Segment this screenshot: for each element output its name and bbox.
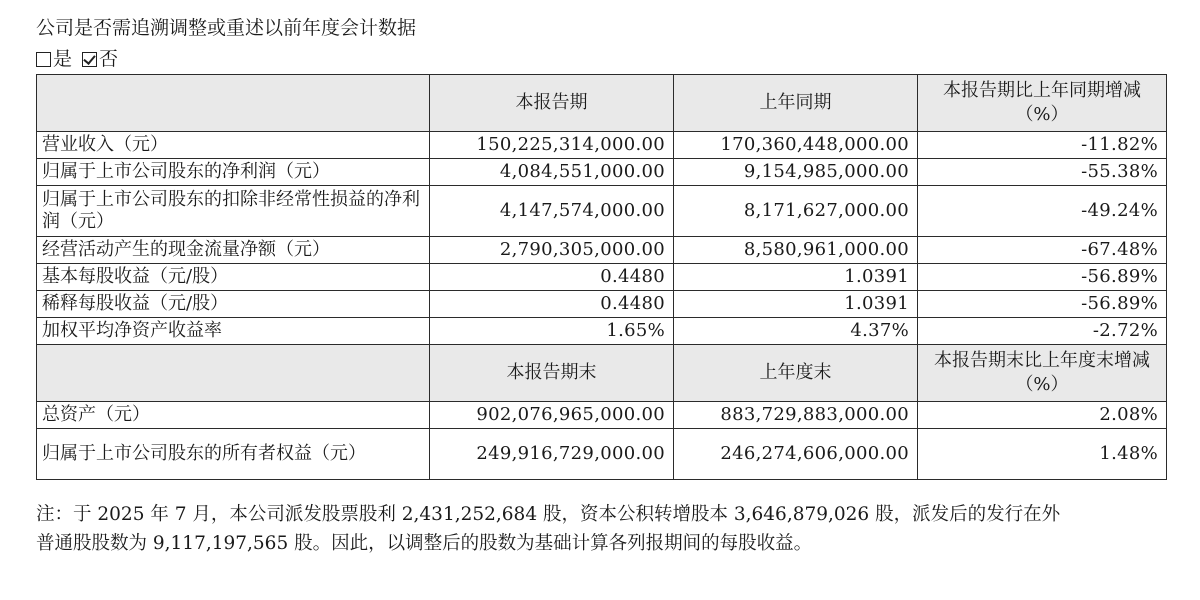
row-label: 基本每股收益（元/股）	[37, 264, 430, 291]
checkbox-unchecked-icon[interactable]	[36, 52, 51, 67]
footnote-line: 注：于 2025 年 7 月，本公司派发股票股利 2,431,252,684 股，资本公积转增股本 3,646,879,026 股，派发后的发行在外	[36, 504, 1061, 525]
prior-value: 8,580,961,000.00	[674, 237, 918, 264]
header-blank-cell	[37, 75, 430, 132]
table-row	[37, 264, 1167, 291]
footnote-line: 普通股股数为 9,117,197,565 股。因此，以调整后的股数为基础计算各列报期间的每股收益。	[36, 533, 813, 554]
table-row	[37, 429, 1167, 480]
prior-value: 883,729,883,000.00	[674, 402, 918, 429]
choice-yes[interactable]	[36, 46, 72, 72]
current-value: 150,225,314,000.00	[430, 132, 674, 159]
row-label: 经营活动产生的现金流量净额（元）	[37, 237, 430, 264]
table-row	[37, 186, 1167, 237]
header-prior-period: 上年同期	[674, 75, 918, 132]
row-label: 归属于上市公司股东的净利润（元）	[37, 159, 430, 186]
header-period-end: 本报告期末	[430, 345, 674, 402]
header-prior-year-end: 上年度末	[674, 345, 918, 402]
prior-value: 9,154,985,000.00	[674, 159, 918, 186]
row-label: 总资产（元）	[37, 402, 430, 429]
current-value: 902,076,965,000.00	[430, 402, 674, 429]
choice-no-label: 否	[99, 48, 119, 70]
change-value: -49.24%	[918, 186, 1167, 237]
prior-value: 246,274,606,000.00	[674, 429, 918, 480]
change-value: -56.89%	[918, 264, 1167, 291]
table-row	[37, 159, 1167, 186]
footnote	[36, 500, 1171, 558]
header-blank-cell	[37, 345, 430, 402]
change-value: -56.89%	[918, 291, 1167, 318]
restatement-choice-group	[36, 46, 118, 72]
table-row	[37, 318, 1167, 345]
prior-value: 170,360,448,000.00	[674, 132, 918, 159]
choice-no[interactable]	[82, 46, 118, 72]
current-value: 0.4480	[430, 264, 674, 291]
financial-data-table	[36, 74, 1167, 480]
table-row	[37, 237, 1167, 264]
current-value: 1.65%	[430, 318, 674, 345]
table-header-row	[37, 75, 1167, 132]
table-row	[37, 132, 1167, 159]
change-value: 1.48%	[918, 429, 1167, 480]
row-label: 营业收入（元）	[37, 132, 430, 159]
choice-yes-label: 是	[53, 48, 73, 70]
row-label: 归属于上市公司股东的扣除非经常性损益的净利润（元）	[37, 186, 430, 237]
row-label: 稀释每股收益（元/股）	[37, 291, 430, 318]
checkbox-checked-icon[interactable]	[82, 52, 97, 67]
header-current-period: 本报告期	[430, 75, 674, 132]
change-value: -2.72%	[918, 318, 1167, 345]
header-change-percent: 本报告期末比上年度末增减（%）	[918, 345, 1167, 402]
current-value: 4,084,551,000.00	[430, 159, 674, 186]
table-row	[37, 291, 1167, 318]
prior-value: 1.0391	[674, 291, 918, 318]
change-value: -55.38%	[918, 159, 1167, 186]
prior-value: 1.0391	[674, 264, 918, 291]
prior-value: 4.37%	[674, 318, 918, 345]
change-value: -11.82%	[918, 132, 1167, 159]
header-change-percent: 本报告期比上年同期增减（%）	[918, 75, 1167, 132]
change-value: 2.08%	[918, 402, 1167, 429]
table-header-row	[37, 345, 1167, 402]
prior-value: 8,171,627,000.00	[674, 186, 918, 237]
row-label: 归属于上市公司股东的所有者权益（元）	[37, 429, 430, 480]
current-value: 4,147,574,000.00	[430, 186, 674, 237]
table-row	[37, 402, 1167, 429]
current-value: 2,790,305,000.00	[430, 237, 674, 264]
current-value: 249,916,729,000.00	[430, 429, 674, 480]
row-label: 加权平均净资产收益率	[37, 318, 430, 345]
change-value: -67.48%	[918, 237, 1167, 264]
current-value: 0.4480	[430, 291, 674, 318]
page-heading: 公司是否需追溯调整或重述以前年度会计数据	[36, 17, 417, 39]
